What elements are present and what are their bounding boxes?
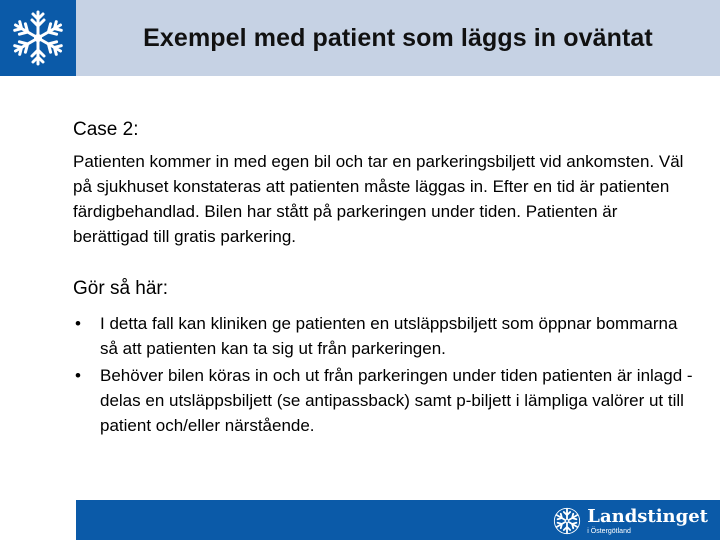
brand-subtitle: i Östergötland bbox=[587, 527, 631, 535]
list-item bbox=[73, 311, 693, 361]
bullet-list bbox=[73, 311, 693, 438]
list-item bbox=[73, 363, 693, 438]
snowflake-flower-icon bbox=[7, 7, 69, 69]
title-bar bbox=[76, 0, 720, 76]
footer-bar bbox=[76, 500, 720, 540]
logo-box bbox=[0, 0, 76, 76]
case-heading: Case 2: bbox=[73, 119, 139, 140]
left-rail bbox=[0, 76, 76, 540]
howto-heading: Gör så här: bbox=[73, 277, 169, 299]
bullet-icon: • bbox=[75, 366, 81, 386]
brand-name: Landstinget bbox=[587, 505, 708, 527]
bullet-text: Behöver bilen köras in och ut från parkeringen under tiden patienten är inlagd - delas en utsläppsbiljett (se antipassback) samt p-biljett i lämpliga valörer ut till patient och/eller närstående. bbox=[100, 366, 693, 436]
bullet-text: I detta fall kan kliniken ge patienten en utsläppsbiljett som öppnar bommarna så att patienten kan ta sig ut från parkeringen. bbox=[100, 314, 678, 359]
bullet-icon: • bbox=[75, 314, 81, 334]
brand-emblem-icon bbox=[553, 507, 581, 535]
brand-logo bbox=[553, 504, 708, 538]
case-text: Patienten kommer in med egen bil och tar en parkeringsbiljett vid ankomsten. Väl på sjukhuset konstateras att patienten måste läggas in. Efter en tid är patienten färdigbehandlad. Bilen har stått på parkeringen under tiden. Patienten är berättigad till gratis parkering. bbox=[73, 151, 684, 246]
slide-content bbox=[73, 118, 693, 440]
slide-title: Exempel med patient som läggs in oväntat bbox=[143, 23, 653, 52]
footer-left bbox=[0, 500, 76, 540]
